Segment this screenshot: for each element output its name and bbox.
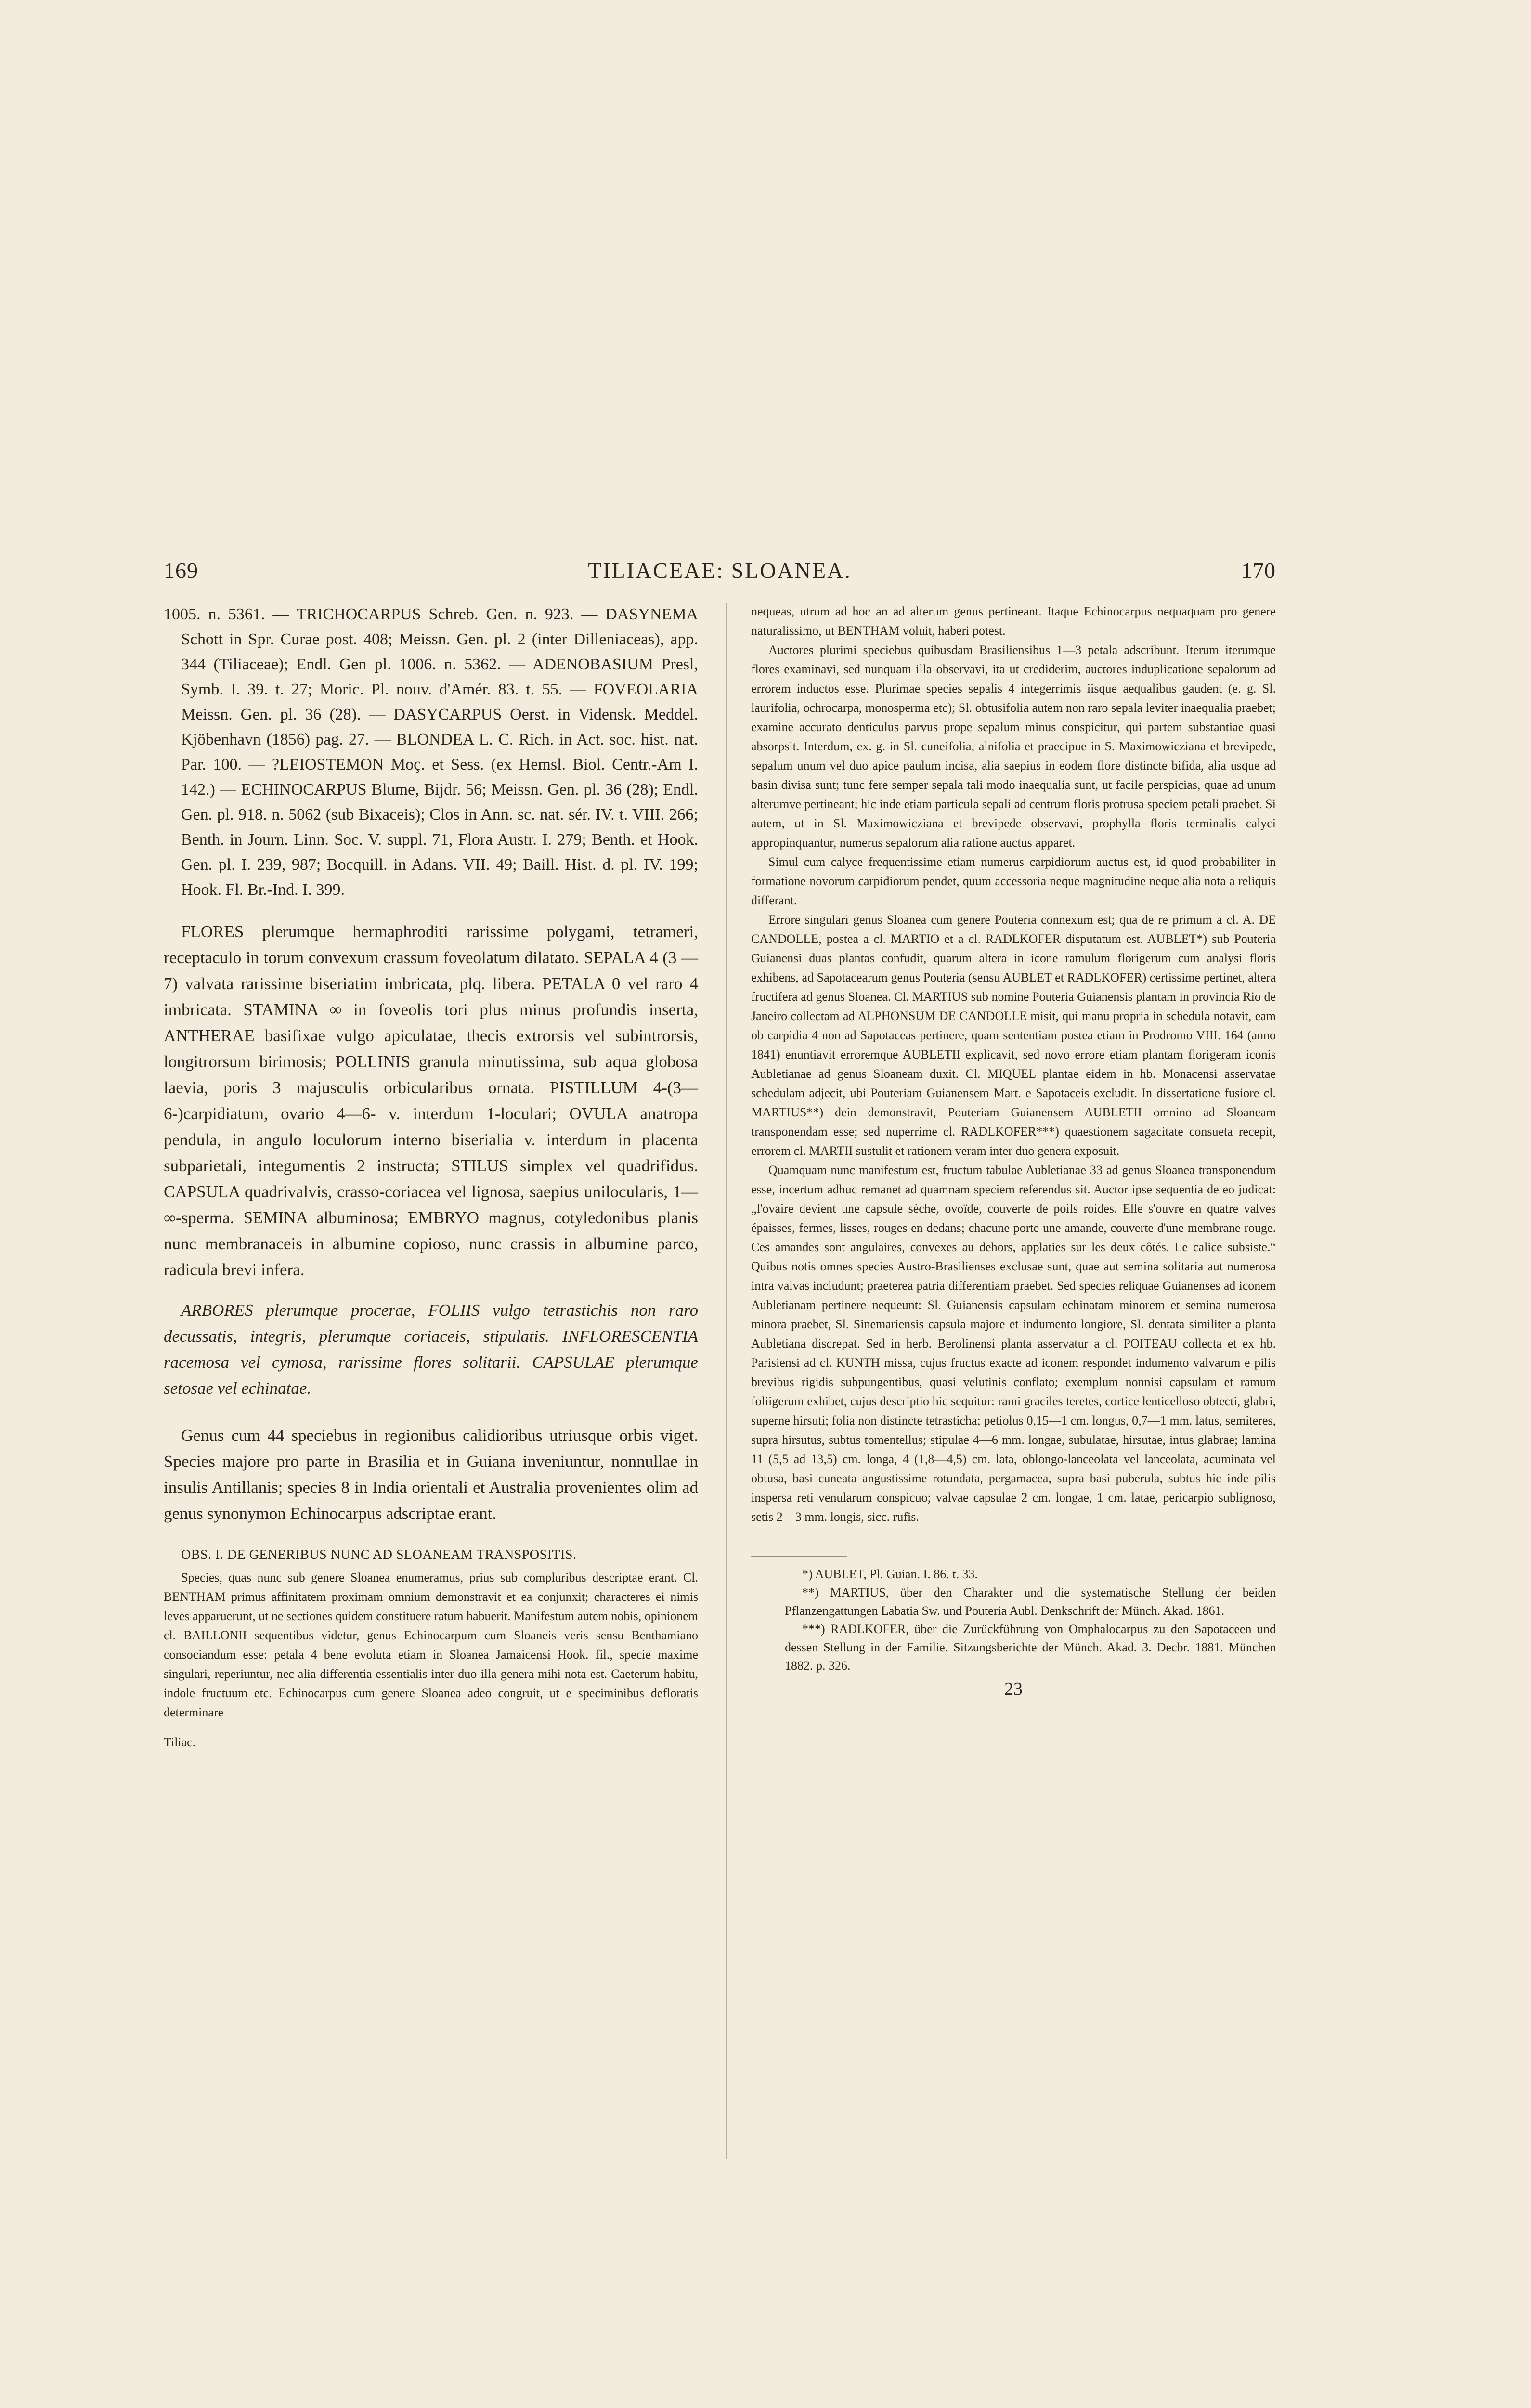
habit-description: ARBORES plerumque procerae, FOLIIS vulgo tetrastichis non raro decussatis, integris, plerumque coriaceis, stipulatis. INFLORESCENTIA racemosa vel cymosa, rarissime flores solitarii. CAPSULAE plerumque setosae vel echinatae. [164, 1301, 698, 1398]
paragraph-carpels: Simul cum calyce frequentissime etiam numerus carpidiorum auctus est, id quod probabiliter in formatione novorum carpidiorum pendet, quum accessoria neque magnitudine neque alia nota a reliquis differant. [751, 855, 1276, 907]
observation-text: Species, quas nunc sub genere Sloanea enumeramus, prius sub compluribus descriptae erant. Cl. BENTHAM primus affinitatem proximam omnium demonstravit et ea conjunxit; characteres ei nimis leves apparuerunt, ut ne sectiones quidem constituere ratum habuerit. Manifestum autem nobis, opinionem cl. BAILLONII sequentibus videtur, genus Echinocarpum cum Sloaneis veris sensu Benthamiano consociandum esse: petala 4 bene evoluta etiam in Sloanea Jamaicensi Hook. fil., specie maxime singulari, reperiuntur, nec alia differentia essentialis inter duo illa genera mihi nota est. Caeterum habitu, indole fructuum etc. Echinocarpus cum genere Sloanea adeo congruit, ut e speciminibus defloratis determinare [164, 1570, 698, 1719]
column-divider [726, 603, 727, 2159]
footnote: *) AUBLET, Pl. Guian. I. 86. t. 33. [802, 1567, 978, 1581]
genus-description: FLORES plerumque hermaphroditi rarissime polygami, tetrameri, receptaculo in torum convexum crassum foveolatum dilatato. SEPALA 4 (3 — 7) valvata rarissime biseriatim imbricata, plq. libera. PETALA 0 vel raro 4 imbricata. STAMINA ∞ in foveolis tori plus minus profundis inserta, ANTHERAE basifixae vulgo apiculatae, thecis extrorsis vel subintrorsis, longitrorsum birimosis; POLLINIS granula minutissima, sub aqua globosa laevia, poris 3 majusculis orbicularibus ornata. PISTILLUM 4-(3—6-)carpidiatum, ovario 4—6- v. interdum 1-loculari; OVULA anatropa pendula, in angulo loculorum interno biserialia v. interdum in placenta subparietali, integumentis 2 instructa; STILUS simplex vel quadrifidus. CAPSULA quadrivalvis, crasso-coriacea vel lignosa, saepius unilocularis, 1—∞-sperma. SEMINA albuminosa; EMBRYO magnus, cotyledonibus planis nunc membranaceis in albumine copioso, nunc crassis in albumine parco, radicula brevi infera. [164, 922, 698, 1279]
synonymy-paragraph: 1005. n. 5361. — TRICHOCARPUS Schreb. Gen. n. 923. — DASYNEMA Schott in Spr. Curae post. 408; Meissn. Gen. pl. 2 (inter Dilleniaceas), app. 344 (Tiliaceae); Endl. Gen pl. 1006. n. 5362. — ADENOBASIUM Presl, Symb. I. 39. t. 27; Moric. Pl. nouv. d'Amér. 83. t. 55. — FOVEOLARIA Meissn. Gen. pl. 36 (28). — DASYCARPUS Oerst. in Vidensk. Meddel. Kjöbenhavn (1856) pag. 27. — BLONDEA L. C. Rich. in Act. soc. hist. nat. Par. 100. — ?LEIOSTEMON Moç. et Sess. (ex Hemsl. Biol. Centr.-Am I. 142.) — ECHINOCARPUS Blume, Bijdr. 56; Meissn. Gen. pl. 36 (28); Endl. Gen. pl. 918. n. 5062 (sub Bixaceis); Clos in Ann. sc. nat. sér. IV. t. VIII. 266; Benth. in Journ. Linn. Soc. V. suppl. 71, Flora Austr. I. 279; Benth. et Hook. Gen. pl. I. 239, 987; Bocquill. in Adans. VII. 49; Baill. Hist. d. pl. IV. 199; Hook. Fl. Br.-Ind. I. 399. [164, 605, 698, 899]
footnote-rule [751, 1556, 847, 1557]
signature-number: 23 [1004, 1679, 1023, 1699]
paragraph-aublet-fruit: Quamquam nunc manifestum est, fructum tabulae Aubletianae 33 ad genus Sloanea transponendum esse, incertum adhuc remanet ad quamnam speciem referendus sit. Auctor ipse sequentia de eo judicat: „l'ovaire devient une capsule sèche, ovoïde, couverte de poils roides. Elle s'ouvre en quatre valves épaisses, fermes, lisses, rouges en dedans; chacune porte une amande, couverte d'une membrane rouge. Ces amandes sont angulaires, convexes au dehors, applaties sur les deux côtés. Le calice subsiste.“ Quibus notis omnes species Austro-Brasilienses exclusae sunt, quae aut semina solitaria aut numerosa intra valvas includunt; praeterea patria differentiam praebet. Sed species reliquae Guianenses ad iconem Aubletianam pertinere nequeunt: Sl. Guianensis capsulam echinatam minorem et semina numerosa minora praebet, Sl. Sinemariensis capsula majore et indumento longiore, Sl. dentata similiter a planta Aubletiana discrepat. Sed in herb. Berolinensi planta asservatur a cl. POITEAU collecta et ex hb. Parisiensi ad cl. KUNTH missa, cujus fructus exacte ad iconem respondet indumento valvarum e pilis brevibus rigidis subpungentibus, quasi velutinis conflato; exemplum nonnisi capsulam et ramum foliigerum exhibet, cujus descriptio hic sequitur: rami graciles teretes, cortice lenticelloso obtecti, glabri, superne hirsuti; folia non distincte tetrasticha; petiolus 0,15—1 cm. longus, 0,7—1 mm. latus, semiteres, supra hirsutus, subtus tomentellus; stipulae 4—6 mm. longae, subulatae, hirsutae, intus glabrae; lamina 11 (5,5 ad 13,5) cm. longa, 4 (1,8—4,5) cm. lata, oblongo-lanceolata vel lanceolata, acuminata vel obtusa, basi cuneata angustissime rotundata, pergamacea, supra basi puberula, subtus hic inde pilis inspersa reti venularum conspicuo; valvae capsulae 2 cm. longae, 1 cm. latae, pericarpio sublignoso, setis 2—3 mm. longis, sicc. rufis. [751, 1163, 1276, 1524]
paragraph-petals: Auctores plurimi speciebus quibusdam Brasiliensibus 1—3 petala adscribunt. Iterum iterumque flores examinavi, sed nunquam illa observavi, ita ut crediderim, auctores induplicatione sepalorum ad errorem inductos esse. Plurimae species sepalis 4 integerrimis iisque aequalibus gaudent (e. g. Sl. laurifolia, ochrocarpa, monosperma etc); Sl. obtusifolia autem non raro sepala leviter inaequalia praebet; examine accurato denticulus parvus prope sepalum minus conspicitur, qui partem substantiae quasi absorpsit. Interdum, ex. g. in Sl. cuneifolia, alnifolia et praecipue in S. Maximowicziana et brevipede, sepalum unum vel duo apice paulum incisa, alia saepius in eodem flore distincte bifida, alia usque ad basin divisa sunt; tunc fere semper sepala tali modo inaequalia sunt, ut facile perspicias, quae ad unum alterumve pertineant; hic inde etiam particula sepali ad centrum floris protrusa speciem petali praebet. Si autem, ut in Sl. Maximowicziana et brevipede observavi, prophylla floris terminalis calyci appropinquantur, numerus sepalorum alia ratione auctus apparet. [751, 643, 1276, 850]
observation-heading: OBS. I. DE GENERIBUS NUNC AD SLOANEAM TRANSPOSITIS. [181, 1547, 577, 1562]
genus-distribution: Genus cum 44 speciebus in regionibus calidioribus utriusque orbis viget. Species majore pro parte in Brasilia et in Guiana inveniuntur, nonnullae in insulis Antillanis; species 8 in India orientali et Australia provenientes olim ad genus synonymon Echinocarpus adscriptae erant. [164, 1426, 698, 1523]
page-title: TILIACEAE: SLOANEA. [588, 558, 852, 583]
left-column [164, 602, 698, 1752]
footnote: ***) RADLKOFER, über die Zurückführung von Omphalocarpus zu den Sapotaceen und dessen Stellung in der Familie. Sitzungsberichte der Münch. Akad. 3. Decbr. 1881. München 1882. p. 326. [785, 1622, 1276, 1673]
page-number-right: 170 [1241, 558, 1276, 583]
paragraph-pouteria: Errore singulari genus Sloanea cum genere Pouteria connexum est; qua de re primum a cl. A. DE CANDOLLE, postea a cl. MARTIO et a cl. RADLKOFER disputatum est. AUBLET*) sub Pouteria Guianensi duas plantas confudit, quarum altera in icone ramulum florigerum cum analysi floris exhibens, ad Sapotacearum genus Pouteria (sensu AUBLET et RADLKOFER) certissime pertinet, altera fructifera ad genus Sloanea. Cl. MARTIUS sub nomine Pouteria Guianensis plantam in provincia Rio de Janeiro collectam ad ALPHONSUM DE CANDOLLE misit, qui manu propria in schedula notavit, eam ob carpidia 4 non ad Sapotaceas pertinere, quam sententiam postea etiam in Prodromo VIII. 164 (anno 1841) enuntiavit erroremque AUBLETII explicavit, sed novo errore etiam plantam florigeram iconis Aubletianae ad genus Sloaneam duxit. Cl. MIQUEL plantae eidem in hb. Monacensi asservatae schedulam adjecit, ubi Pouteriam Guianensem Mart. e Sapotaceis excludit. In dissertatione fusiore cl. MARTIUS**) dein demonstravit, Pouteriam Guianensem AUBLETII omnino ad Sloaneam transponendam esse; sed nuperrime cl. RADLKOFER***) quaestionem sagacitate consueta recepit, errorem cl. MARTII sustulit et rationem veram inter duo genera exposuit. [751, 913, 1276, 1158]
running-head [164, 558, 1276, 591]
family-signature: Tiliac. [164, 1735, 196, 1749]
footnote: **) MARTIUS, über den Charakter und die systematische Stellung der beiden Pflanzengattungen Labatia Sw. und Pouteria Aubl. Denkschrift der Münch. Akad. 1861. [785, 1585, 1276, 1618]
paragraph-continuation: nequeas, utrum ad hoc an ad alterum genus pertineant. Itaque Echinocarpus nequaquam pro genere naturalissimo, ut BENTHAM voluit, haberi potest. [751, 604, 1276, 638]
page-number-left: 169 [164, 558, 198, 583]
right-column [751, 602, 1276, 1701]
